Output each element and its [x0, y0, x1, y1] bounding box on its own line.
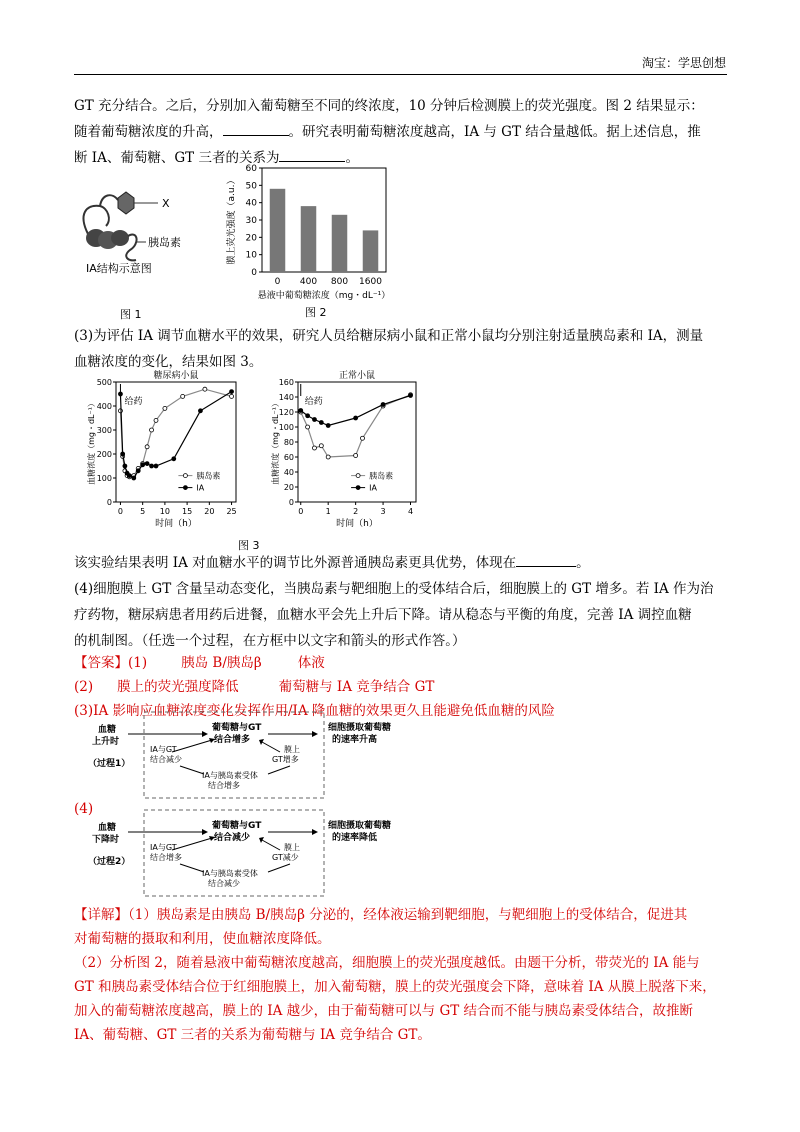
legend-label: 胰岛素	[369, 471, 394, 481]
detail-line-6: IA、葡萄糖、GT 三者的关系为葡萄糖与 IA 竞争结合 GT。	[74, 1027, 431, 1043]
data-point	[154, 418, 158, 422]
answer-tag: 【答案】	[74, 655, 128, 671]
data-point	[136, 469, 140, 473]
data-point	[299, 409, 303, 413]
y-tick-label: 0	[106, 498, 112, 507]
y-tick-label: 120	[278, 408, 294, 417]
legend-label: IA	[369, 483, 377, 493]
x-tick-label: 10	[159, 507, 170, 516]
diagram-text: 细胞摄取葡萄糖	[328, 821, 392, 831]
diagram-text: 结合减少	[150, 755, 182, 764]
intro-line-1: GT 充分结合。之后，分别加入葡萄糖至不同的终浓度，10 分钟后检测膜上的荧光强度。图 2 结果显示：	[74, 98, 704, 114]
y-axis-label: 膜上荧光强度（a.u.）	[227, 175, 237, 265]
y-tick-label: 300	[96, 426, 112, 435]
chart-title: 正常小鼠	[338, 371, 376, 381]
detail-line-2: 对葡萄糖的摄取和利用，使血糖浓度降低。	[74, 931, 331, 947]
answer-line-2	[74, 674, 734, 700]
x-tick-label: 0	[117, 507, 123, 516]
intro-line-2	[74, 119, 734, 145]
data-point	[198, 409, 202, 413]
insulin-label: 胰岛素	[148, 236, 181, 249]
data-point	[354, 454, 358, 458]
diagram-text: 的速率升高	[332, 735, 378, 745]
detail-tag: 【详解】	[74, 907, 128, 923]
y-tick-label: 0	[251, 268, 257, 278]
bar	[270, 189, 286, 272]
diagram-text: 膜上	[284, 843, 300, 852]
data-point	[123, 464, 127, 468]
answer-line-3: (3)IA 影响应血糖浓度变化发挥作用/IA 降血糖的效果更久且能避免低血糖的风险	[74, 703, 555, 719]
diagram-text: IA与GT	[150, 843, 177, 852]
data-point	[354, 416, 358, 420]
data-point	[312, 446, 316, 450]
data-point	[326, 455, 330, 459]
data-point	[163, 406, 167, 410]
y-axis-label: 血糖浓度（mg・dL⁻¹）	[87, 399, 96, 485]
detail-line-4: GT 和胰岛素受体结合位于红细胞膜上，加入葡萄糖，膜上的荧光强度会下降，意味着 IA 从膜上脱落下来，	[74, 979, 716, 995]
x-tick-label: 20	[204, 507, 215, 516]
data-point	[118, 392, 122, 396]
x-tick-label: 0	[298, 507, 304, 516]
answer-blank	[223, 121, 289, 136]
x-tick-label: 400	[299, 277, 318, 287]
x-tick-label: 2	[353, 507, 359, 516]
x-tick-label: 4	[407, 507, 414, 516]
answer-num: (1)	[128, 655, 148, 671]
data-point	[306, 414, 310, 418]
diagram-text: 的速率降低	[332, 833, 378, 843]
q4-line-3: 的机制图。（任选一个过程，在方框中以文字和箭头的形式作答。）	[74, 633, 466, 649]
y-tick-label: 30	[245, 216, 257, 226]
legend-marker	[183, 486, 187, 490]
result-text: 。	[576, 555, 590, 571]
x-tick-label: 5	[140, 507, 146, 516]
y-tick-label: 50	[245, 181, 257, 192]
legend-label: IA	[196, 483, 205, 493]
data-point	[360, 436, 364, 440]
detail-line-5: 加入的葡萄糖浓度越高，膜上的 IA 越少，由于葡萄糖可以与 GT 结合而不能与胰岛素受体结合，故推断	[74, 1003, 694, 1019]
y-tick-label: 160	[278, 378, 294, 387]
y-tick-label: 60	[283, 453, 294, 462]
y-tick-label: 20	[283, 483, 294, 492]
diagram-text: 结合减少	[214, 833, 251, 843]
figure1-caption: 图 1	[120, 308, 142, 321]
data-point	[150, 428, 154, 432]
y-tick-label: 0	[288, 498, 294, 507]
y-tick-label: 40	[283, 468, 294, 477]
header-text: 淘宝：学思创想	[641, 56, 726, 70]
mechanism-diagram-1	[84, 708, 424, 804]
diagram-text: 膜上	[284, 745, 300, 754]
figure2-bar-chart	[222, 160, 412, 308]
data-point	[150, 464, 154, 468]
x-axis-label: 时间（h）	[155, 519, 197, 529]
data-point	[230, 390, 234, 394]
data-point	[154, 464, 158, 468]
data-point	[181, 394, 185, 398]
intro-text: 。	[345, 150, 359, 166]
y-tick-label: 100	[278, 423, 294, 432]
figure3-normal-chart	[268, 368, 428, 534]
diagram-text: 细胞摄取葡萄糖	[328, 723, 392, 733]
answer-value: 胰岛 B/胰岛β	[181, 655, 262, 671]
x-axis-label: 悬液中葡萄糖浓度（mg・dL⁻¹）	[257, 291, 391, 301]
x-tick-label: 3	[380, 507, 386, 516]
figure2-caption: 图 2	[305, 306, 327, 319]
chart-title: 糖尿病小鼠	[153, 371, 199, 381]
y-tick-label: 500	[96, 378, 112, 387]
diagram-text: 血糖	[98, 725, 117, 735]
y-tick-label: 60	[245, 164, 257, 174]
bar	[301, 206, 317, 272]
y-tick-label: 10	[245, 250, 257, 261]
diagram-text: IA与胰岛素受体	[202, 869, 258, 878]
data-point	[381, 403, 385, 407]
data-point	[172, 457, 176, 461]
result-line	[74, 550, 734, 576]
detail-line-1	[74, 902, 734, 928]
diagram-text: 结合增多	[150, 853, 182, 862]
x-label: X	[162, 197, 170, 210]
mechanism-diagram-2	[84, 806, 424, 902]
legend-label: 胰岛素	[196, 471, 221, 481]
diagram-text: 结合增多	[208, 781, 240, 790]
intro-text: 随着葡萄糖浓度的升高，	[74, 124, 223, 140]
data-point	[306, 425, 310, 429]
figure1-ia-structure	[74, 180, 214, 300]
data-point	[141, 463, 145, 467]
data-point	[326, 424, 330, 428]
data-point	[312, 418, 316, 422]
q3-line-1: (3)为评估 IA 调节血糖水平的效果，研究人员给糖尿病小鼠和正常小鼠均分别注射适量胰岛素和 IA，测量	[74, 328, 704, 344]
data-point	[203, 387, 207, 391]
header-rule	[74, 74, 727, 75]
y-tick-label: 100	[96, 474, 112, 483]
y-tick-label: 200	[96, 450, 112, 459]
answer-num: (2)	[74, 679, 94, 695]
y-tick-label: 80	[283, 438, 294, 447]
intro-text: 。研究表明葡萄糖浓度越高，IA 与 GT 结合量越低。据上述信息，推	[288, 124, 701, 140]
intro-text: 断 IA、葡萄糖、GT 三者的关系为	[74, 150, 280, 166]
diagram-text: 葡萄糖与GT	[212, 821, 262, 831]
x-tick-label: 1	[325, 507, 331, 516]
data-point	[319, 421, 323, 425]
diagram-text: 血糖	[98, 823, 117, 833]
data-point	[145, 445, 149, 449]
answer-value: 葡萄糖与 IA 竞争结合 GT	[278, 679, 435, 695]
x-tick-label: 1600	[359, 277, 382, 287]
x-tick-label: 25	[226, 507, 237, 516]
detail-line-3: （2）分析图 2，随着悬液中葡萄糖浓度越高，细胞膜上的荧光强度越低。由题干分析，带荧光的 IA 能与	[74, 955, 700, 971]
data-point	[319, 444, 323, 448]
y-axis-label: 血糖浓度（mg・dL⁻¹）	[271, 399, 280, 485]
x-tick-label: 15	[182, 507, 193, 516]
data-point	[127, 474, 131, 478]
answer-blank	[516, 552, 576, 567]
struct-label: IA结构示意图	[86, 262, 152, 275]
detail-text: （1）胰岛素是由胰岛 B/胰岛β 分泌的，经体液运输到靶细胞，与靶细胞上的受体结合，促进其	[128, 907, 688, 923]
figure3-diabetic-chart	[84, 368, 254, 534]
data-point	[409, 394, 413, 398]
q4-line-1: (4)细胞膜上 GT 含量呈动态变化，当胰岛素与靶细胞上的受体结合后，细胞膜上的 GT 增多。若 IA 作为治	[74, 581, 714, 597]
diagram-text: GT增多	[272, 755, 299, 764]
diagram-text: 结合减少	[208, 879, 240, 888]
data-point	[145, 462, 149, 466]
bar	[332, 215, 348, 272]
legend-marker	[183, 474, 187, 478]
diagram-text: （过程2）	[88, 857, 131, 867]
x-tick-label: 0	[274, 277, 281, 287]
data-point	[121, 452, 125, 456]
legend-marker	[356, 474, 360, 478]
x-tick-label: 800	[330, 277, 349, 287]
answer-line-1	[74, 650, 734, 676]
diagram-text: IA与GT	[150, 745, 177, 754]
diagram-text: GT减少	[272, 853, 299, 862]
diagram-text: IA与胰岛素受体	[202, 771, 258, 780]
diagram-text: 下降时	[92, 835, 120, 845]
bar	[363, 230, 379, 272]
dose-annotation: 给药	[124, 397, 143, 407]
answer-value: 膜上的荧光强度降低	[117, 679, 239, 695]
y-tick-label: 140	[278, 393, 294, 402]
dose-annotation: 给药	[304, 397, 323, 407]
result-text: 该实验结果表明 IA 对血糖水平的调节比外源普通胰岛素更具优势，体现在	[74, 555, 517, 571]
diagram-text: 上升时	[92, 737, 120, 747]
x-axis-label: 时间（h）	[336, 519, 378, 529]
y-tick-label: 40	[245, 198, 257, 209]
legend-marker	[356, 486, 360, 490]
diagram-text: 葡萄糖与GT	[212, 723, 262, 733]
q4-line-2: 疗药物，糖尿病患者用药后进餐，血糖水平会先上升后下降。请从稳态与平衡的角度，完善 IA 调控血糖	[74, 607, 692, 623]
data-point	[230, 394, 234, 398]
diagram-text: （过程1）	[88, 759, 131, 769]
answer-line-4: (4)	[74, 801, 94, 817]
q3-line-2: 血糖浓度的变化，结果如图 3。	[74, 354, 263, 370]
figure3-caption: 图 3	[238, 539, 260, 552]
y-tick-label: 400	[96, 402, 112, 411]
data-point	[132, 476, 136, 480]
diagram-text: 结合增多	[214, 735, 251, 745]
y-tick-label: 20	[245, 233, 257, 244]
answer-value: 体液	[297, 655, 325, 671]
